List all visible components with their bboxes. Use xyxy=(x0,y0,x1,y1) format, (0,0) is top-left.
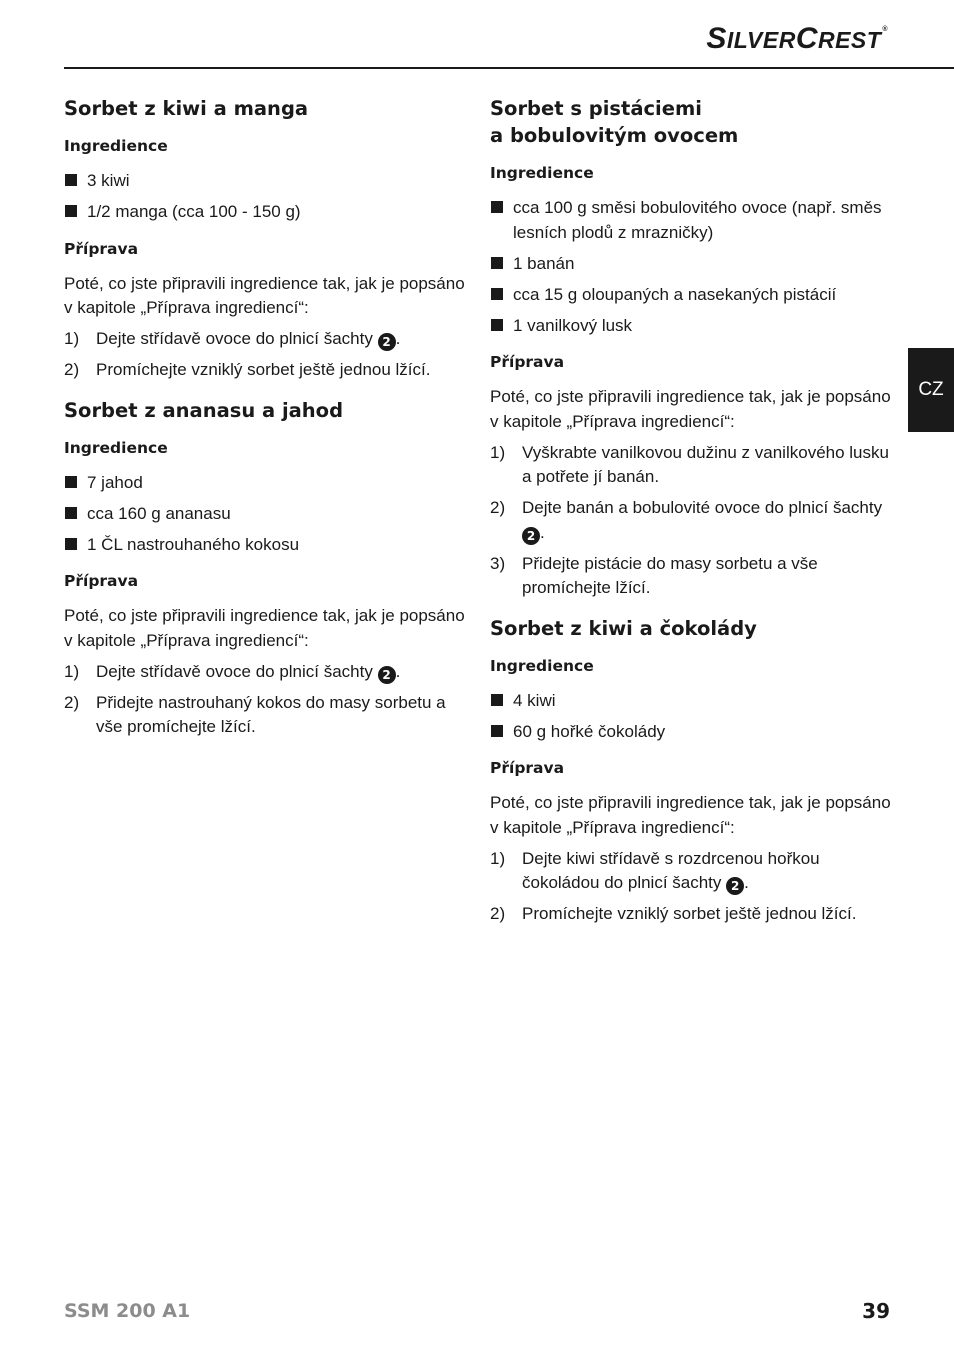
list-item: 3 kiwi xyxy=(64,169,466,194)
step-item: 2) Přidejte nastrouhaný kokos do masy sorbetu a vše promíchejte lžící. xyxy=(64,692,446,736)
step-item: 1) Dejte kiwi střídavě s rozdrcenou hořkou čokoládou do plnicí šachty 2 . xyxy=(490,848,820,893)
bullet-square-icon xyxy=(65,205,77,217)
ingredients-list xyxy=(64,471,466,558)
page-number: 39 xyxy=(862,1299,890,1323)
recipe-kiwi-chocolate xyxy=(490,615,892,927)
steps-list xyxy=(64,327,466,383)
part-number-2-icon: 2 xyxy=(378,333,396,351)
brand-logo: SILVERCREST® xyxy=(706,22,888,55)
step-item: 1) Dejte střídavě ovoce do plnicí šachty 2 . xyxy=(64,661,401,682)
recipe-title: Sorbet s pistáciemi a bobulovitým ovocem xyxy=(490,97,739,147)
part-number-2-icon: 2 xyxy=(378,666,396,684)
bullet-square-icon xyxy=(65,507,77,519)
step-item: 1) Dejte střídavě ovoce do plnicí šachty 2 . xyxy=(64,329,401,349)
bullet-square-icon xyxy=(491,725,503,737)
list-item: cca 160 g ananasu xyxy=(64,502,466,527)
recipe-title: Sorbet z kiwi a manga xyxy=(64,97,309,120)
steps-list xyxy=(490,441,892,601)
list-item: 1 banán xyxy=(490,252,892,277)
recipe-pineapple-strawberry xyxy=(64,397,466,740)
ingredients-list xyxy=(490,196,892,338)
step-item: 2) Promíchejte vzniklý sorbet ještě jednou lžící. xyxy=(64,360,431,379)
list-item: 1/2 manga (cca 100 - 150 g) xyxy=(64,200,466,225)
list-item: 7 jahod xyxy=(64,471,466,496)
recipe-title: Sorbet z ananasu a jahod xyxy=(64,398,344,422)
step-item: 1) Vyškrabte vanilkovou dužinu z vanilkového lusku a potřete jí banán. xyxy=(490,442,889,486)
ingredients-list xyxy=(490,689,892,745)
preparation-intro: Poté, co jste připravili ingredience tak, jak je popsáno v kapitole „Příprava ingrediencí“: xyxy=(490,387,891,431)
bullet-square-icon xyxy=(65,476,77,488)
ingredients-heading: Ingredience xyxy=(64,438,168,457)
step-item: 2) Dejte banán a bobulovité ovoce do plnicí šachty 2 . xyxy=(490,498,883,543)
preparation-intro: Poté, co jste připravili ingredience tak, jak je popsáno v kapitole „Příprava ingrediencí“: xyxy=(64,273,465,317)
part-number-2-icon: 2 xyxy=(522,527,540,545)
preparation-intro: Poté, co jste připravili ingredience tak, jak je popsáno v kapitole „Příprava ingrediencí“: xyxy=(64,606,465,650)
bullet-square-icon xyxy=(65,174,77,186)
step-item: 3) Přidejte pistácie do masy sorbetu a vše promíchejte lžící. xyxy=(490,553,818,597)
bullet-square-icon xyxy=(491,288,503,300)
list-item: cca 15 g oloupaných a nasekaných pistácií xyxy=(490,283,892,308)
bullet-square-icon xyxy=(65,538,77,550)
preparation-heading: Příprava xyxy=(64,572,139,590)
right-column xyxy=(490,95,892,941)
language-tab: CZ xyxy=(908,348,954,432)
list-item: 60 g hořké čokolády xyxy=(490,720,892,745)
model-number: SSM 200 A1 xyxy=(64,1300,191,1322)
list-item: cca 100 g směsi bobulovitého ovoce (např. směs lesních plodů z mrazničky) xyxy=(490,196,892,245)
ingredients-heading: Ingredience xyxy=(490,656,594,675)
preparation-heading: Příprava xyxy=(64,239,139,258)
ingredients-list xyxy=(64,169,466,225)
preparation-heading: Příprava xyxy=(490,353,565,371)
list-item: 1 vanilkový lusk xyxy=(490,314,892,339)
recipe-title: Sorbet z kiwi a čokolády xyxy=(490,616,757,640)
step-item: 2) Promíchejte vzniklý sorbet ještě jednou lžící. xyxy=(490,904,857,923)
recipe-kiwi-mango xyxy=(64,95,466,383)
list-item: 4 kiwi xyxy=(490,689,892,714)
steps-list xyxy=(490,847,892,927)
bullet-square-icon xyxy=(491,257,503,269)
steps-list xyxy=(64,660,466,740)
list-item: 1 ČL nastrouhaného kokosu xyxy=(64,533,466,558)
bullet-square-icon xyxy=(491,319,503,331)
recipe-pistachio-berry xyxy=(490,95,892,601)
part-number-2-icon: 2 xyxy=(726,877,744,895)
preparation-heading: Příprava xyxy=(490,759,565,777)
preparation-intro: Poté, co jste připravili ingredience tak, jak je popsáno v kapitole „Příprava ingrediencí“: xyxy=(490,793,891,837)
left-column xyxy=(64,95,466,754)
ingredients-heading: Ingredience xyxy=(64,137,168,155)
header-rule xyxy=(64,67,954,69)
bullet-square-icon xyxy=(491,694,503,706)
bullet-square-icon xyxy=(491,201,503,213)
ingredients-heading: Ingredience xyxy=(490,164,594,182)
